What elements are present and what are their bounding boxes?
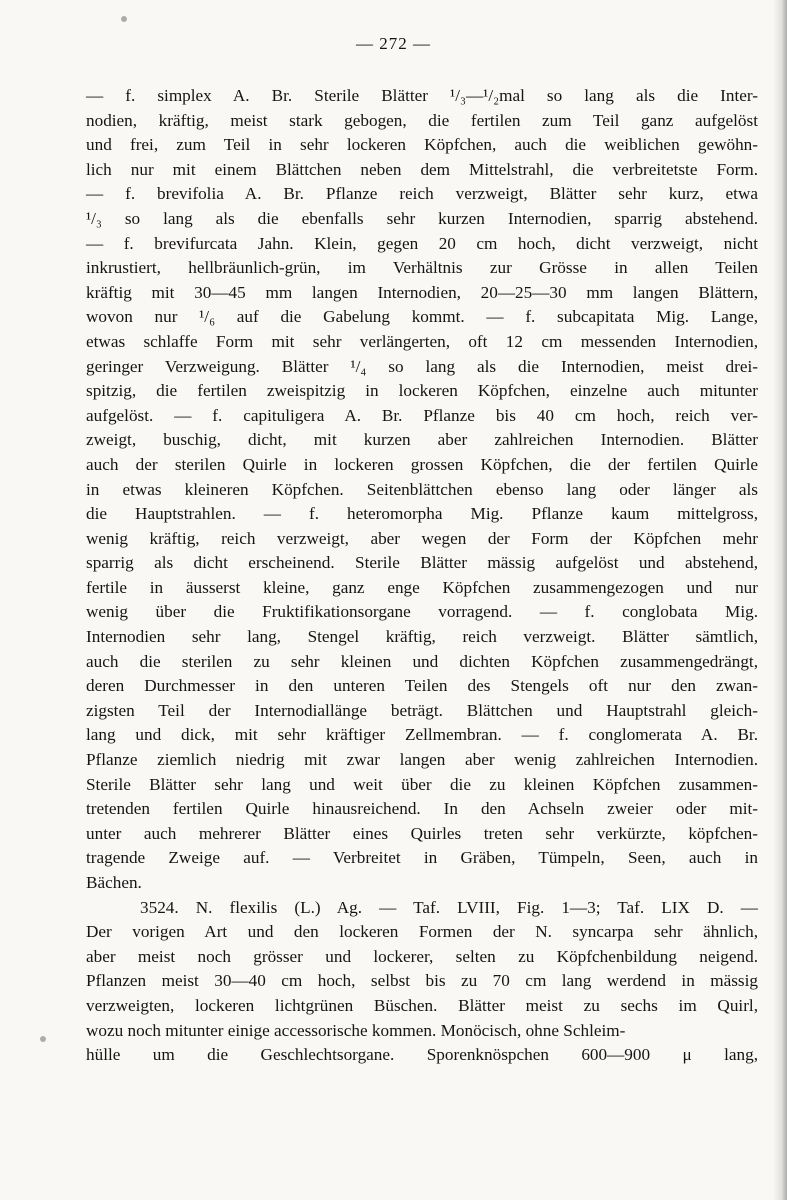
- text-line: Internodien sehr lang, Stengel kräftig, reich verzweigt. Blätter sämtlich,: [86, 627, 758, 647]
- text-line: aber meist noch grösser und lockerer, selten zu Köpfchenbildung neigend.: [86, 946, 758, 966]
- text-line: 3524. N. flexilis (L.) Ag. — Taf. LVIII, Fig. 1—3; Taf. LIX D. —: [140, 897, 758, 917]
- text-line: ¹/₃ so lang als die ebenfalls sehr kurzen Internodien, sparrig abstehend.: [86, 208, 758, 228]
- text-line: hülle um die Geschlechtsorgane. Sporenknöspchen 600—900 μ lang,: [86, 1045, 758, 1065]
- text-line: verzweigten, lockeren lichtgrünen Büschen. Blätter meist zu sechs im Quirl,: [86, 995, 758, 1015]
- text-line: — f. brevifolia A. Br. Pflanze reich verzweigt, Blätter sehr kurz, etwa: [86, 184, 758, 204]
- text-line: wenig über die Fruktifikationsorgane vorragend. — f. conglobata Mig.: [86, 602, 758, 622]
- text-line: spitzig, die fertilen zweispitzig in lockeren Köpfchen, einzelne auch mitunter: [86, 381, 758, 401]
- text-line: wozu noch mitunter einige accessorische kommen. Monöcisch, ohne Schleim-: [86, 1020, 626, 1040]
- text-line: und frei, zum Teil in sehr lockeren Köpfchen, auch die weiblichen gewöhn-: [86, 135, 758, 155]
- text-line: Pflanzen meist 30—40 cm hoch, selbst bis zu 70 cm lang werdend in mässig: [86, 971, 758, 991]
- text-line: — f. simplex A. Br. Sterile Blätter ¹/₃—¹/₂mal so lang als die Inter-: [86, 86, 758, 105]
- page-number: — 272 —: [356, 34, 431, 53]
- text-line: etwas schlaffe Form mit sehr verlängerten, oft 12 cm messenden Internodien,: [86, 331, 758, 351]
- text-line: Der vorigen Art und den lockeren Formen der N. syncarpa sehr ähnlich,: [86, 922, 758, 942]
- text-line: — f. brevifurcata Jahn. Klein, gegen 20 cm hoch, dicht verzweigt, nicht: [86, 233, 758, 253]
- page-edge-shadow: [773, 0, 787, 1200]
- text-line: nodien, kräftig, meist stark gebogen, die fertilen zum Teil ganz aufgelöst: [86, 110, 758, 130]
- text-line: tragende Zweige auf. — Verbreitet in Gräben, Tümpeln, Seen, auch in: [86, 848, 758, 868]
- text-line: sparrig als dicht erscheinend. Sterile Blätter mässig aufgelöst und abstehend,: [86, 553, 758, 573]
- text-line: Bächen.: [86, 873, 142, 892]
- text-line: lang und dick, mit sehr kräftiger Zellmembran. — f. conglomerata A. Br.: [86, 725, 758, 745]
- text-line: lich nur mit einem Blättchen neben dem Mittelstrahl, die verbreitetste Form.: [86, 159, 758, 179]
- text-line: tretenden fertilen Quirle hinausreichend. In den Achseln zweier oder mit-: [86, 799, 758, 819]
- text-line: auch die sterilen zu sehr kleinen und dichten Köpfchen zusammengedrängt,: [86, 651, 758, 671]
- text-line: wovon nur ¹/₆ auf die Gabelung kommt. — f. subcapitata Mig. Lange,: [86, 307, 758, 327]
- text-line: in etwas kleineren Köpfchen. Seitenblättchen ebenso lang oder länger als: [86, 479, 758, 499]
- text-line: inkrustiert, hellbräunlich-grün, im Verhältnis zur Grösse in allen Teilen: [86, 258, 758, 278]
- scan-speck: [40, 1036, 46, 1042]
- scan-speck: [121, 16, 127, 22]
- text-line: Sterile Blätter sehr lang und weit über die zu kleinen Köpfchen zusammen-: [86, 774, 758, 794]
- text-line: zweigt, buschig, dicht, mit kurzen aber zahlreichen Internodien. Blätter: [86, 430, 758, 450]
- text-line: aufgelöst. — f. capituligera A. Br. Pflanze bis 40 cm hoch, reich ver-: [86, 405, 758, 425]
- text-line: deren Durchmesser in den unteren Teilen des Stengels oft nur den zwan-: [86, 676, 758, 696]
- text-line: kräftig mit 30—45 mm langen Internodien, 20—25—30 mm langen Blättern,: [86, 282, 758, 302]
- text-line: auch der sterilen Quirle in lockeren grossen Köpfchen, die der fertilen Quirle: [86, 454, 758, 474]
- text-line: geringer Verzweigung. Blätter ¹/₄ so lang als die Internodien, meist drei-: [86, 356, 758, 376]
- text-line: zigsten Teil der Internodiallänge beträgt. Blättchen und Hauptstrahl gleich-: [86, 700, 758, 720]
- text-line: Pflanze ziemlich niedrig mit zwar langen aber wenig zahlreichen Internodien.: [86, 750, 758, 770]
- text-line: fertile in äusserst kleine, ganz enge Köpfchen zusammengezogen und nur: [86, 577, 758, 597]
- text-line: unter auch mehrerer Blätter eines Quirles treten sehr verkürzte, köpfchen-: [86, 823, 758, 843]
- body-text: [86, 84, 758, 1068]
- text-line: wenig kräftig, reich verzweigt, aber wegen der Form der Köpfchen mehr: [86, 528, 758, 548]
- text-line: die Hauptstrahlen. — f. heteromorpha Mig. Pflanze kaum mittelgross,: [86, 504, 758, 524]
